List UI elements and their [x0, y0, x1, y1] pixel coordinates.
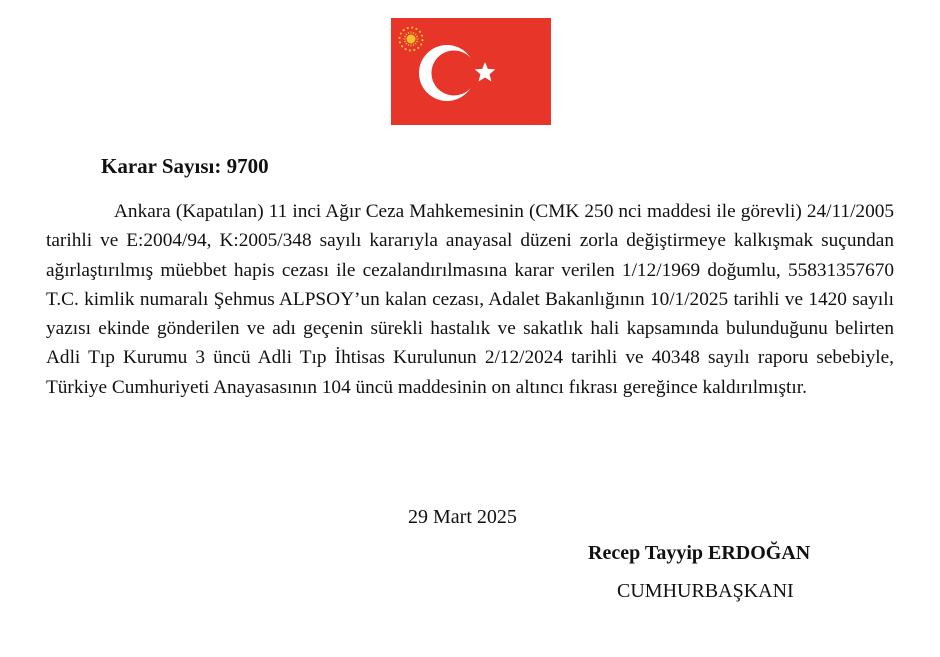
signer-name: Recep Tayyip ERDOĞAN: [588, 542, 811, 564]
decision-number: Karar Sayısı: 9700: [101, 154, 269, 178]
flag-graphic: [391, 18, 551, 125]
turkish-flag: [391, 18, 551, 125]
signer-title: CUMHURBAŞKANI: [617, 580, 794, 602]
decision-body-paragraph: Ankara (Kapatılan) 11 inci Ağır Ceza Mahkemesinin (CMK 250 nci maddesi ile görevli) 24/11/2005 tarihli ve E:2004/94, K:2005/348 sayılı kararıyla anayasal düzeni zorla değiştirmeye kalkışmak suçundan ağırlaştırılmış müebbet hapis cezası ile cezalandırılmasına karar verilen 1/12/1969 doğumlu, 55831357670 T.C. kimlik numaralı Şehmus ALPSOY’un kalan cezası, Adalet Bakanlığının 10/1/2025 tarihli ve 1420 sayılı yazısı ekinde gönderilen ve adı geçenin sürekli hastalık ve sakatlık hali kapsamında bulunduğunu belirten Adli Tıp Kurumu 3 üncü Adli Tıp İhtisas Kurulunun 2/12/2024 tarihli ve 40348 sayılı raporu sebebiyle, Türkiye Cumhuriyeti Anayasasının 104 üncü maddesinin on altıncı fıkrası gereğince kaldırılmıştır.: [46, 201, 894, 398]
decision-date: 29 Mart 2025: [408, 506, 517, 528]
